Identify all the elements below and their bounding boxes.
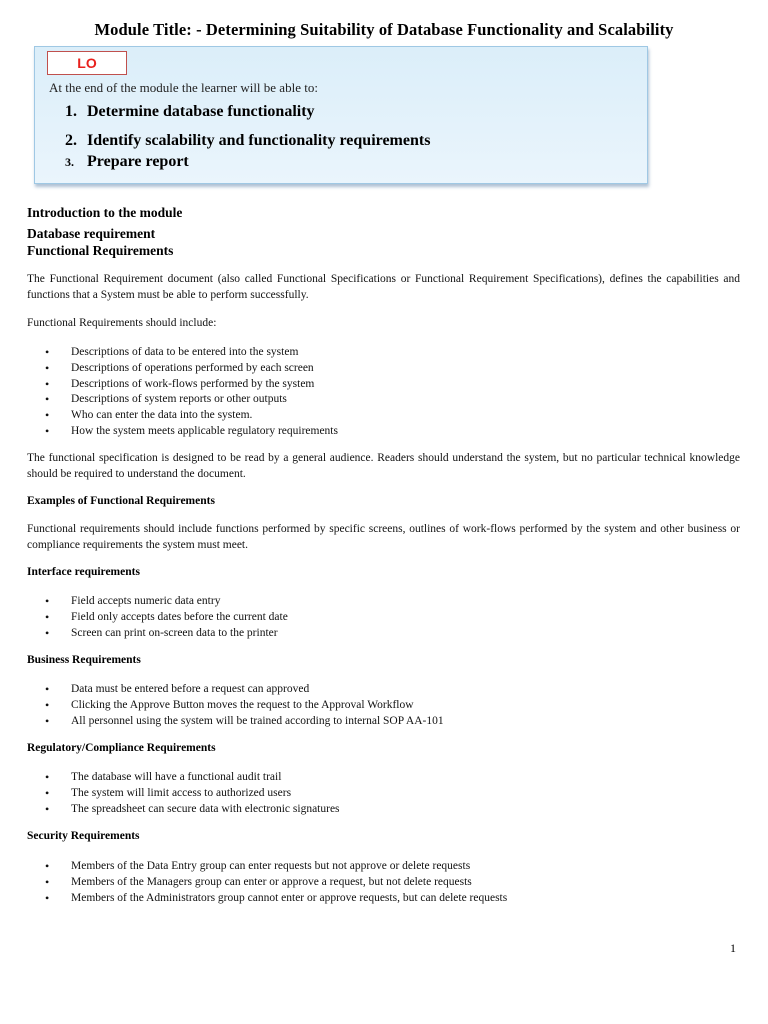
lo-item [65, 132, 430, 150]
list-item: • Members of the Managers group can enter or approve a request, but not delete requests [27, 875, 740, 891]
intro-heading: Introduction to the module [27, 205, 183, 220]
list-item: • Who can enter the data into the system. [27, 408, 740, 424]
business-list [27, 682, 740, 729]
list-item: • Descriptions of operations performed by each screen [27, 361, 740, 377]
regulatory-heading: Regulatory/Compliance Requirements [27, 742, 216, 754]
examples-heading: Examples of Functional Requirements [27, 495, 215, 507]
list-item: • The system will limit access to authorized users [27, 786, 740, 802]
lo-item-number: 1. [65, 103, 77, 120]
interface-list [27, 594, 740, 641]
security-list [27, 859, 740, 906]
list-item: • Descriptions of system reports or other outputs [27, 392, 740, 408]
list-item: • Field only accepts dates before the current date [27, 610, 740, 626]
lo-intro: At the end of the module the learner will be able to: [49, 80, 318, 95]
lo-item [65, 103, 315, 121]
learning-outcomes-box [34, 46, 648, 184]
database-requirement-heading: Database requirement [27, 226, 156, 241]
page-number: 1 [730, 941, 736, 955]
list-item: • The spreadsheet can secure data with electronic signatures [27, 802, 740, 818]
paragraph-definition: The Functional Requirement document (also called Functional Specifications or Functional Requirement Specifications), defines the capabilities and functions that a System must be able to perform successfully. [27, 273, 740, 301]
list-item: • Screen can print on-screen data to the printer [27, 626, 740, 642]
lo-item-number: 2. [65, 132, 77, 149]
lo-badge: LO [47, 51, 127, 75]
paragraph-should-include: Functional Requirements should include: [27, 317, 217, 329]
list-item: • Members of the Administrators group cannot enter or approve requests, but can delete requests [27, 891, 740, 907]
include-list [27, 345, 740, 440]
paragraph-examples: Functional requirements should include functions performed by specific screens, outlines of work-flows performed by the system and other business or compliance requirements the system must meet. [27, 523, 740, 551]
list-item: • How the system meets applicable regulatory requirements [27, 424, 740, 440]
lo-item-text: Prepare report [87, 153, 189, 170]
list-item: • Clicking the Approve Button moves the request to the Approval Workflow [27, 698, 740, 714]
paragraph-audience: The functional specification is designed to be read by a general audience. Readers should understand the system, but no particular technical knowledge should be required to understand the document. [27, 452, 740, 480]
list-item: • All personnel using the system will be trained according to internal SOP AA-101 [27, 714, 740, 730]
regulatory-list [27, 770, 740, 817]
list-item: • Descriptions of data to be entered into the system [27, 345, 740, 361]
lo-item-number: 3. [65, 155, 74, 169]
interface-heading: Interface requirements [27, 566, 140, 578]
lo-item-text: Identify scalability and functionality requirements [87, 132, 431, 149]
list-item: • The database will have a functional audit trail [27, 770, 740, 786]
functional-requirements-heading: Functional Requirements [27, 243, 174, 258]
list-item: • Members of the Data Entry group can enter requests but not approve or delete requests [27, 859, 740, 875]
lo-item-text: Determine database functionality [87, 103, 315, 120]
security-heading: Security Requirements [27, 830, 140, 842]
list-item: • Field accepts numeric data entry [27, 594, 740, 610]
list-item: • Descriptions of work-flows performed by the system [27, 377, 740, 393]
page-title: Module Title: - Determining Suitability of Database Functionality and Scalability [94, 20, 674, 39]
business-heading: Business Requirements [27, 654, 141, 666]
lo-item [65, 153, 189, 171]
list-item: • Data must be entered before a request can approved [27, 682, 740, 698]
